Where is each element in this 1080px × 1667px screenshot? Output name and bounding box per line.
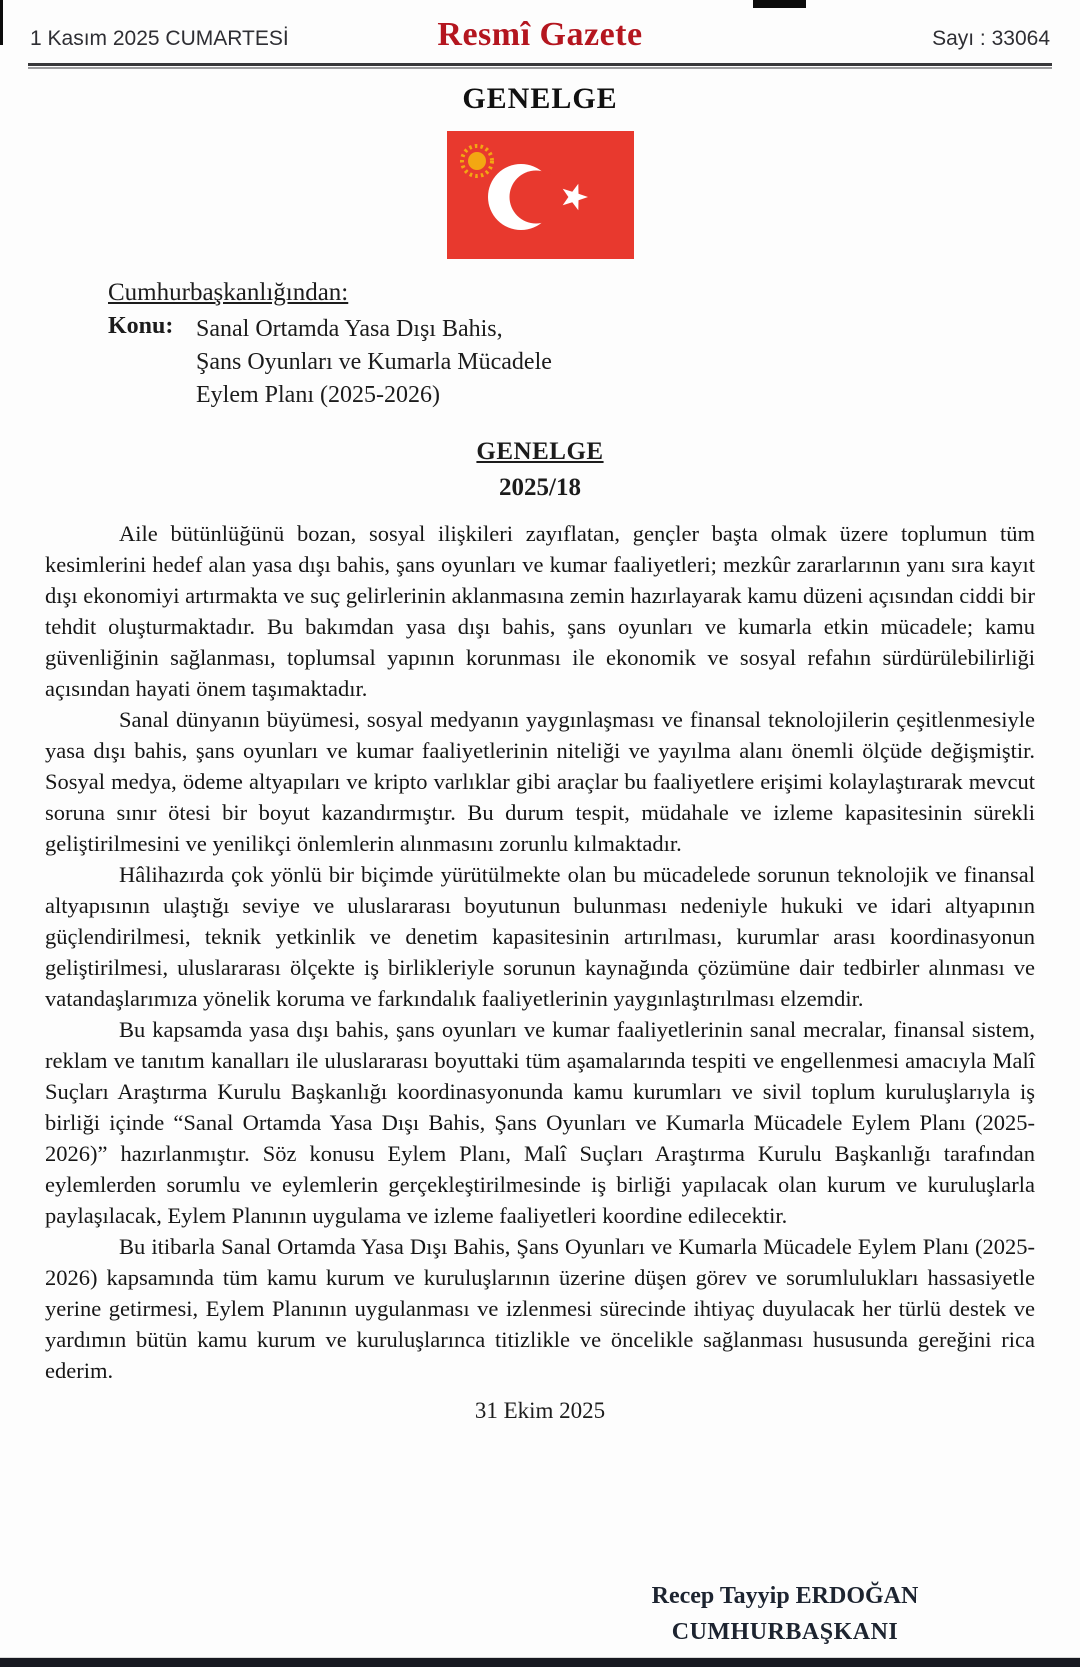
flag-container	[0, 131, 1080, 259]
turkish-flag-icon	[447, 131, 634, 259]
scan-artifact-top-notch	[753, 0, 806, 8]
body-paragraph: Hâlihazırda çok yönlü bir biçimde yürütülmekte olan bu mücadelede sorunun teknolojik ve finansal altyapısının ulaştığı seviye ve uluslararası boyutunun bulunması nedeniyle hukuki ve idari altyapının güçlendirilmesi, teknik yetkinlik ve denetim kapasitesinin artırılması, kurumlar arası koordinasyonun geliştirilmesi, uluslararası ölçekte iş birlikleriyle sorunun kaynağında çözümüne dair tedbirler alınması ve vatandaşlarımıza yönelik koruma ve farkındalık faaliyetlerinin yaygınlaştırılması elzemdir.	[45, 862, 1035, 1011]
body-paragraph: Bu itibarla Sanal Ortamda Yasa Dışı Bahis, Şans Oyunları ve Kumarla Mücadele Eylem Planı (2025-2026) kapsamında tüm kamu kurum ve kuruluşlarının üzerine düşen görev ve sorumlulukları hassasiyetle yerine getirmesi, Eylem Planının uygulanması ve izlenmesi sürecinde ihtiyaç duyulacak her türlü destek ve yardımın bütün kamu kurum ve kuruluşlarınca titizlikle ve öncelikle sağlanması hususunda gereğini rica ederim.	[45, 1234, 1035, 1383]
subject-text	[196, 313, 552, 412]
subject-row	[108, 313, 1080, 412]
from-section	[108, 279, 1080, 412]
gazette-issue-number: Sayı : 33064	[932, 27, 1050, 50]
body-paragraph: Bu kapsamda yasa dışı bahis, şans oyunları ve kumar faaliyetlerinin sanal mecralar, finansal sistem, reklam ve tanıtım kanalları ile uluslararası boyuttaki tüm aşamalarında tespiti ve engellenmesi amacıyla Malî Suçları Araştırma Kurulu Başkanlığı koordinasyonunda kamu kurumları ve sivil toplum kuruluşlarıyla iş birliği içinde “Sanal Ortamda Yasa Dışı Bahis, Şans Oyunları ve Kumarla Mücadele Eylem Planı (2025-2026)” hazırlanmıştır. Söz konusu Eylem Planı, Malî Suçları Araştırma Kurulu Başkanlığı tarafından eylemlerden sorumlu ve eylemlerin gerçekleştirilmesinde iş birliği yapılacak olan kurum ve kuruluşlarla paylaşılacak, Eylem Planının uygulama ve izleme faaliyetleri koordine edilecektir.	[45, 1017, 1035, 1228]
subject-label: Konu:	[108, 313, 174, 339]
signatory-name: Recep Tayyip ERDOĞAN	[651, 1583, 919, 1609]
issuing-authority: Cumhurbaşkanlığından:	[108, 279, 349, 306]
gazette-masthead: Resmî Gazete	[437, 16, 643, 53]
header-divider	[28, 63, 1052, 69]
gazette-header	[0, 0, 1080, 54]
circular-heading: GENELGE	[476, 438, 604, 465]
subject-line: Şans Oyunları ve Kumarla Mücadele	[196, 349, 552, 375]
signature-block	[630, 1583, 940, 1646]
subject-line: Sanal Ortamda Yasa Dışı Bahis,	[196, 316, 503, 342]
scan-artifact-bottom-bar	[0, 1657, 1080, 1667]
body-paragraph: Aile bütünlüğünü bozan, sosyal ilişkileri zayıflatan, gençler başta olmak üzere toplumun tüm kesimlerini hedef alan yasa dışı bahis, şans oyunları ve kumar faaliyetleri; mezkûr zararlarının yanı sıra kayıt dışı ekonomiyi artırmakta ve suç gelirlerinin aklanmasına zemin hazırlayarak kamu düzeni açısından ciddi bir tehdit oluşturmaktadır. Bu bakımdan yasa dışı bahis, şans oyunları ve kumarla etkin mücadele; kamu güvenliğinin sağlanması, toplumsal yapının korunması ile ekonomik ve sosyal refahın sürdürülebilirliği açısından hayati önem taşımaktadır.	[45, 521, 1035, 701]
document-date: 31 Ekim 2025	[474, 1398, 606, 1423]
subject-line: Eylem Planı (2025-2026)	[196, 382, 440, 408]
circular-number: 2025/18	[499, 474, 581, 501]
scan-artifact-left-edge	[0, 0, 3, 45]
document-type-title: GENELGE	[462, 82, 618, 115]
signatory-title: CUMHURBAŞKANI	[671, 1619, 899, 1645]
circular-body	[45, 518, 1035, 1386]
gazette-date: 1 Kasım 2025 CUMARTESİ	[30, 27, 289, 50]
body-paragraph: Sanal dünyanın büyümesi, sosyal medyanın yaygınlaşması ve finansal teknolojilerin çeşitlenmesiyle yasa dışı bahis, şans oyunları ve kumar faaliyetlerinin niteliği ve yayılma alanı önemli ölçüde değişmiştir. Sosyal medya, ödeme altyapıları ve kripto varlıklar gibi araçlar bu faaliyetlere erişimi kolaylaştırarak mevcut soruna sınır ötesi bir boyut kazandırmıştır. Bu durum tespit, müdahale ve izleme kapasitesinin sürekli geliştirilmesini ve yenilikçi önlemlerin alınmasını zorunlu kılmaktadır.	[45, 707, 1035, 856]
